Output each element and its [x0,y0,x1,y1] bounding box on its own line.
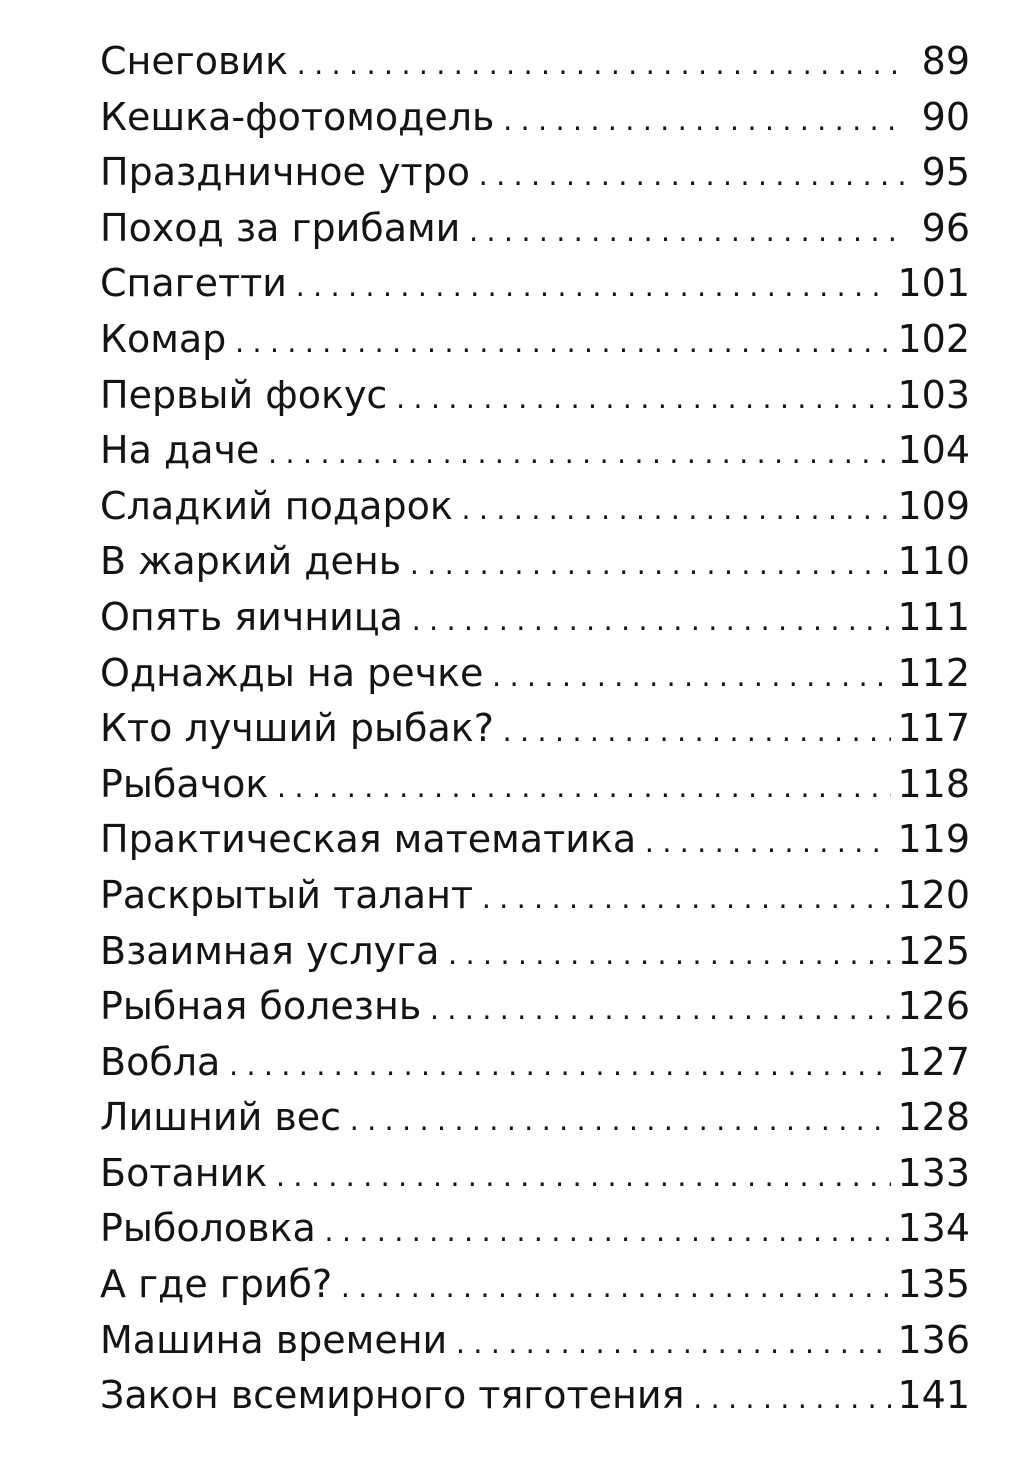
toc-entry-title: Первый фокус [100,372,388,417]
toc-entry-title: Закон всемирного тяготения [100,1373,685,1418]
toc-dot-leader [322,1206,892,1262]
toc-entry-page-number: 90 [921,94,970,139]
toc-entry [100,368,970,424]
toc-dot-leader [459,484,892,540]
toc-entry [100,590,970,646]
toc-entry-page-number: 112 [897,650,970,695]
toc-entry-page-number: 120 [897,872,970,917]
toc-entry [100,534,970,590]
toc-entry-title: Раскрытый талант [100,872,474,917]
toc-entry-page-number: 110 [897,539,970,584]
toc-entry [100,423,970,479]
toc-entry-page-number: 111 [897,594,970,639]
toc-entry [100,90,970,146]
toc-entry-page-number: 95 [921,150,970,195]
toc-entry-title: А где гриб? [100,1262,333,1307]
toc-entry [100,868,970,924]
toc-entry-title: Сладкий подарок [100,483,453,528]
toc-entry-title: Праздничное утро [100,150,470,195]
toc-entry-title: Комар [100,316,227,361]
toc-entry-title: Однажды на речке [100,650,484,695]
toc-entry-page-number: 126 [897,984,970,1029]
toc-entry-title: Снеговик [100,39,289,83]
toc-entry [100,145,970,201]
toc-entry-title: Рыбная болезнь [100,984,422,1029]
toc-entry-title: В жаркий день [100,539,402,584]
toc-entry-title: Рыбачок [100,761,269,806]
toc-dot-leader [273,1151,891,1207]
toc-entry-title: Опять яичница [100,594,403,639]
toc-dot-leader [274,762,891,818]
toc-entry [100,1313,970,1369]
toc-entry [100,979,970,1035]
toc-dot-leader [294,39,906,95]
toc-entry-title: Ботаник [100,1150,268,1195]
toc-dot-leader [393,373,891,429]
toc-dot-leader [642,817,891,873]
toc-entry-page-number: 134 [897,1206,970,1251]
toc-entry [100,812,970,868]
toc-entry-page-number: 109 [897,483,970,528]
toc-entry-page-number: 101 [897,261,970,306]
toc-entry [100,1035,970,1091]
toc-dot-leader [489,651,891,707]
toc-entry-page-number: 102 [897,316,970,361]
toc-dot-leader [409,595,892,651]
toc-entry-page-number: 104 [897,428,970,473]
toc-dot-leader [232,317,891,373]
toc-entry-page-number: 125 [897,928,970,973]
toc-entry-title: На даче [100,428,260,473]
toc-dot-leader [347,1095,891,1151]
toc-dot-leader [500,95,906,151]
toc-entry [100,757,970,813]
toc-entry-title: Вобла [100,1039,221,1084]
toc-dot-leader [407,539,891,595]
toc-entry [100,1201,970,1257]
toc-entry [100,479,970,535]
toc-entry [100,312,970,368]
toc-entry-title: Поход за грибами [100,205,461,250]
toc-entry [100,201,970,257]
toc-dot-leader [690,1373,891,1429]
toc-entry [100,646,970,702]
toc-entry-page-number: 118 [897,761,970,806]
toc-entry-page-number: 96 [921,205,970,250]
toc-entry-title: Машина времени [100,1317,448,1362]
toc-list [100,34,970,1424]
toc-entry-page-number: 133 [897,1150,970,1195]
toc-entry-title: Лишний вес [100,1095,342,1140]
toc-entry-title: Спагетти [100,261,287,306]
toc-dot-leader [427,984,891,1040]
toc-entry [100,34,970,90]
toc-entry-title: Кешка-фотомодель [100,94,495,139]
toc-entry-page-number: 128 [897,1095,970,1140]
toc-entry-page-number: 103 [897,372,970,417]
toc-entry-page-number: 89 [921,39,970,83]
toc-entry-page-number: 135 [897,1262,970,1307]
toc-entry-page-number: 141 [897,1373,970,1418]
toc-dot-leader [226,1040,891,1096]
toc-dot-leader [265,428,891,484]
table-of-contents [100,34,970,1424]
toc-entry [100,701,970,757]
toc-entry-title: Взаимная услуга [100,928,440,973]
toc-dot-leader [500,706,892,762]
toc-entry-page-number: 117 [897,706,970,751]
toc-entry-page-number: 119 [897,817,970,862]
toc-dot-leader [453,1318,891,1374]
toc-entry [100,256,970,312]
toc-entry [100,1257,970,1313]
toc-entry-title: Практическая математика [100,817,637,862]
toc-entry-title: Кто лучший рыбак? [100,706,494,751]
toc-entry [100,924,970,980]
toc-dot-leader [338,1262,891,1318]
toc-dot-leader [466,206,906,262]
toc-dot-leader [293,261,891,317]
toc-dot-leader [445,929,891,985]
toc-entry-title: Рыболовка [100,1206,316,1251]
toc-entry [100,1368,970,1424]
toc-entry-page-number: 127 [897,1039,970,1084]
toc-entry-page-number: 136 [897,1317,970,1362]
toc-dot-leader [479,873,891,929]
toc-entry [100,1146,970,1202]
toc-entry [100,1090,970,1146]
toc-dot-leader [476,150,906,206]
